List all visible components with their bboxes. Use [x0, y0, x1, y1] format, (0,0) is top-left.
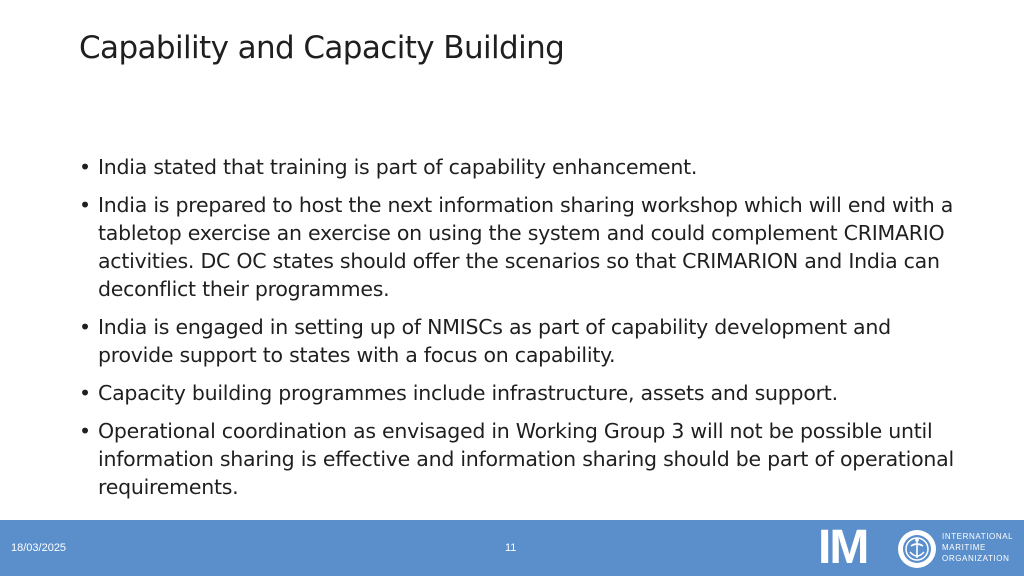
imo-emblem-icon: [896, 528, 938, 570]
bullet-item: • Operational coordination as envisaged in Working Group 3 will not be possible until information sharing is effective and information sharing should be part of operational requirements.: [79, 417, 959, 501]
logo-line: MARITIME: [942, 543, 986, 552]
bullet-list: [79, 153, 959, 511]
bullet-item: • India stated that training is part of capability enhancement.: [79, 153, 959, 181]
slide-title: Capability and Capacity Building: [79, 30, 565, 66]
bullet-item: • India is engaged in setting up of NMISCs as part of capability development and provide support to states with a focus on capability.: [79, 313, 959, 369]
logo-line: ORGANIZATION: [942, 554, 1010, 563]
bullet-item: • Capacity building programmes include infrastructure, assets and support.: [79, 379, 959, 407]
footer-bar: [0, 520, 1024, 576]
imo-logo: [818, 521, 1022, 574]
logo-org-name: [942, 531, 1013, 564]
page-number: 11: [505, 542, 517, 554]
logo-line: INTERNATIONAL: [942, 532, 1014, 541]
footer-date: 18/03/2025: [11, 542, 67, 554]
bullet-item: • India is prepared to host the next information sharing workshop which will end with a tabletop exercise an exercise on using the system and could complement CRIMARIO activities. DC OC states should offer the scenarios so that CRIMARION and India can deconflict their programmes.: [79, 191, 959, 303]
logo-letters: IM: [818, 521, 868, 574]
